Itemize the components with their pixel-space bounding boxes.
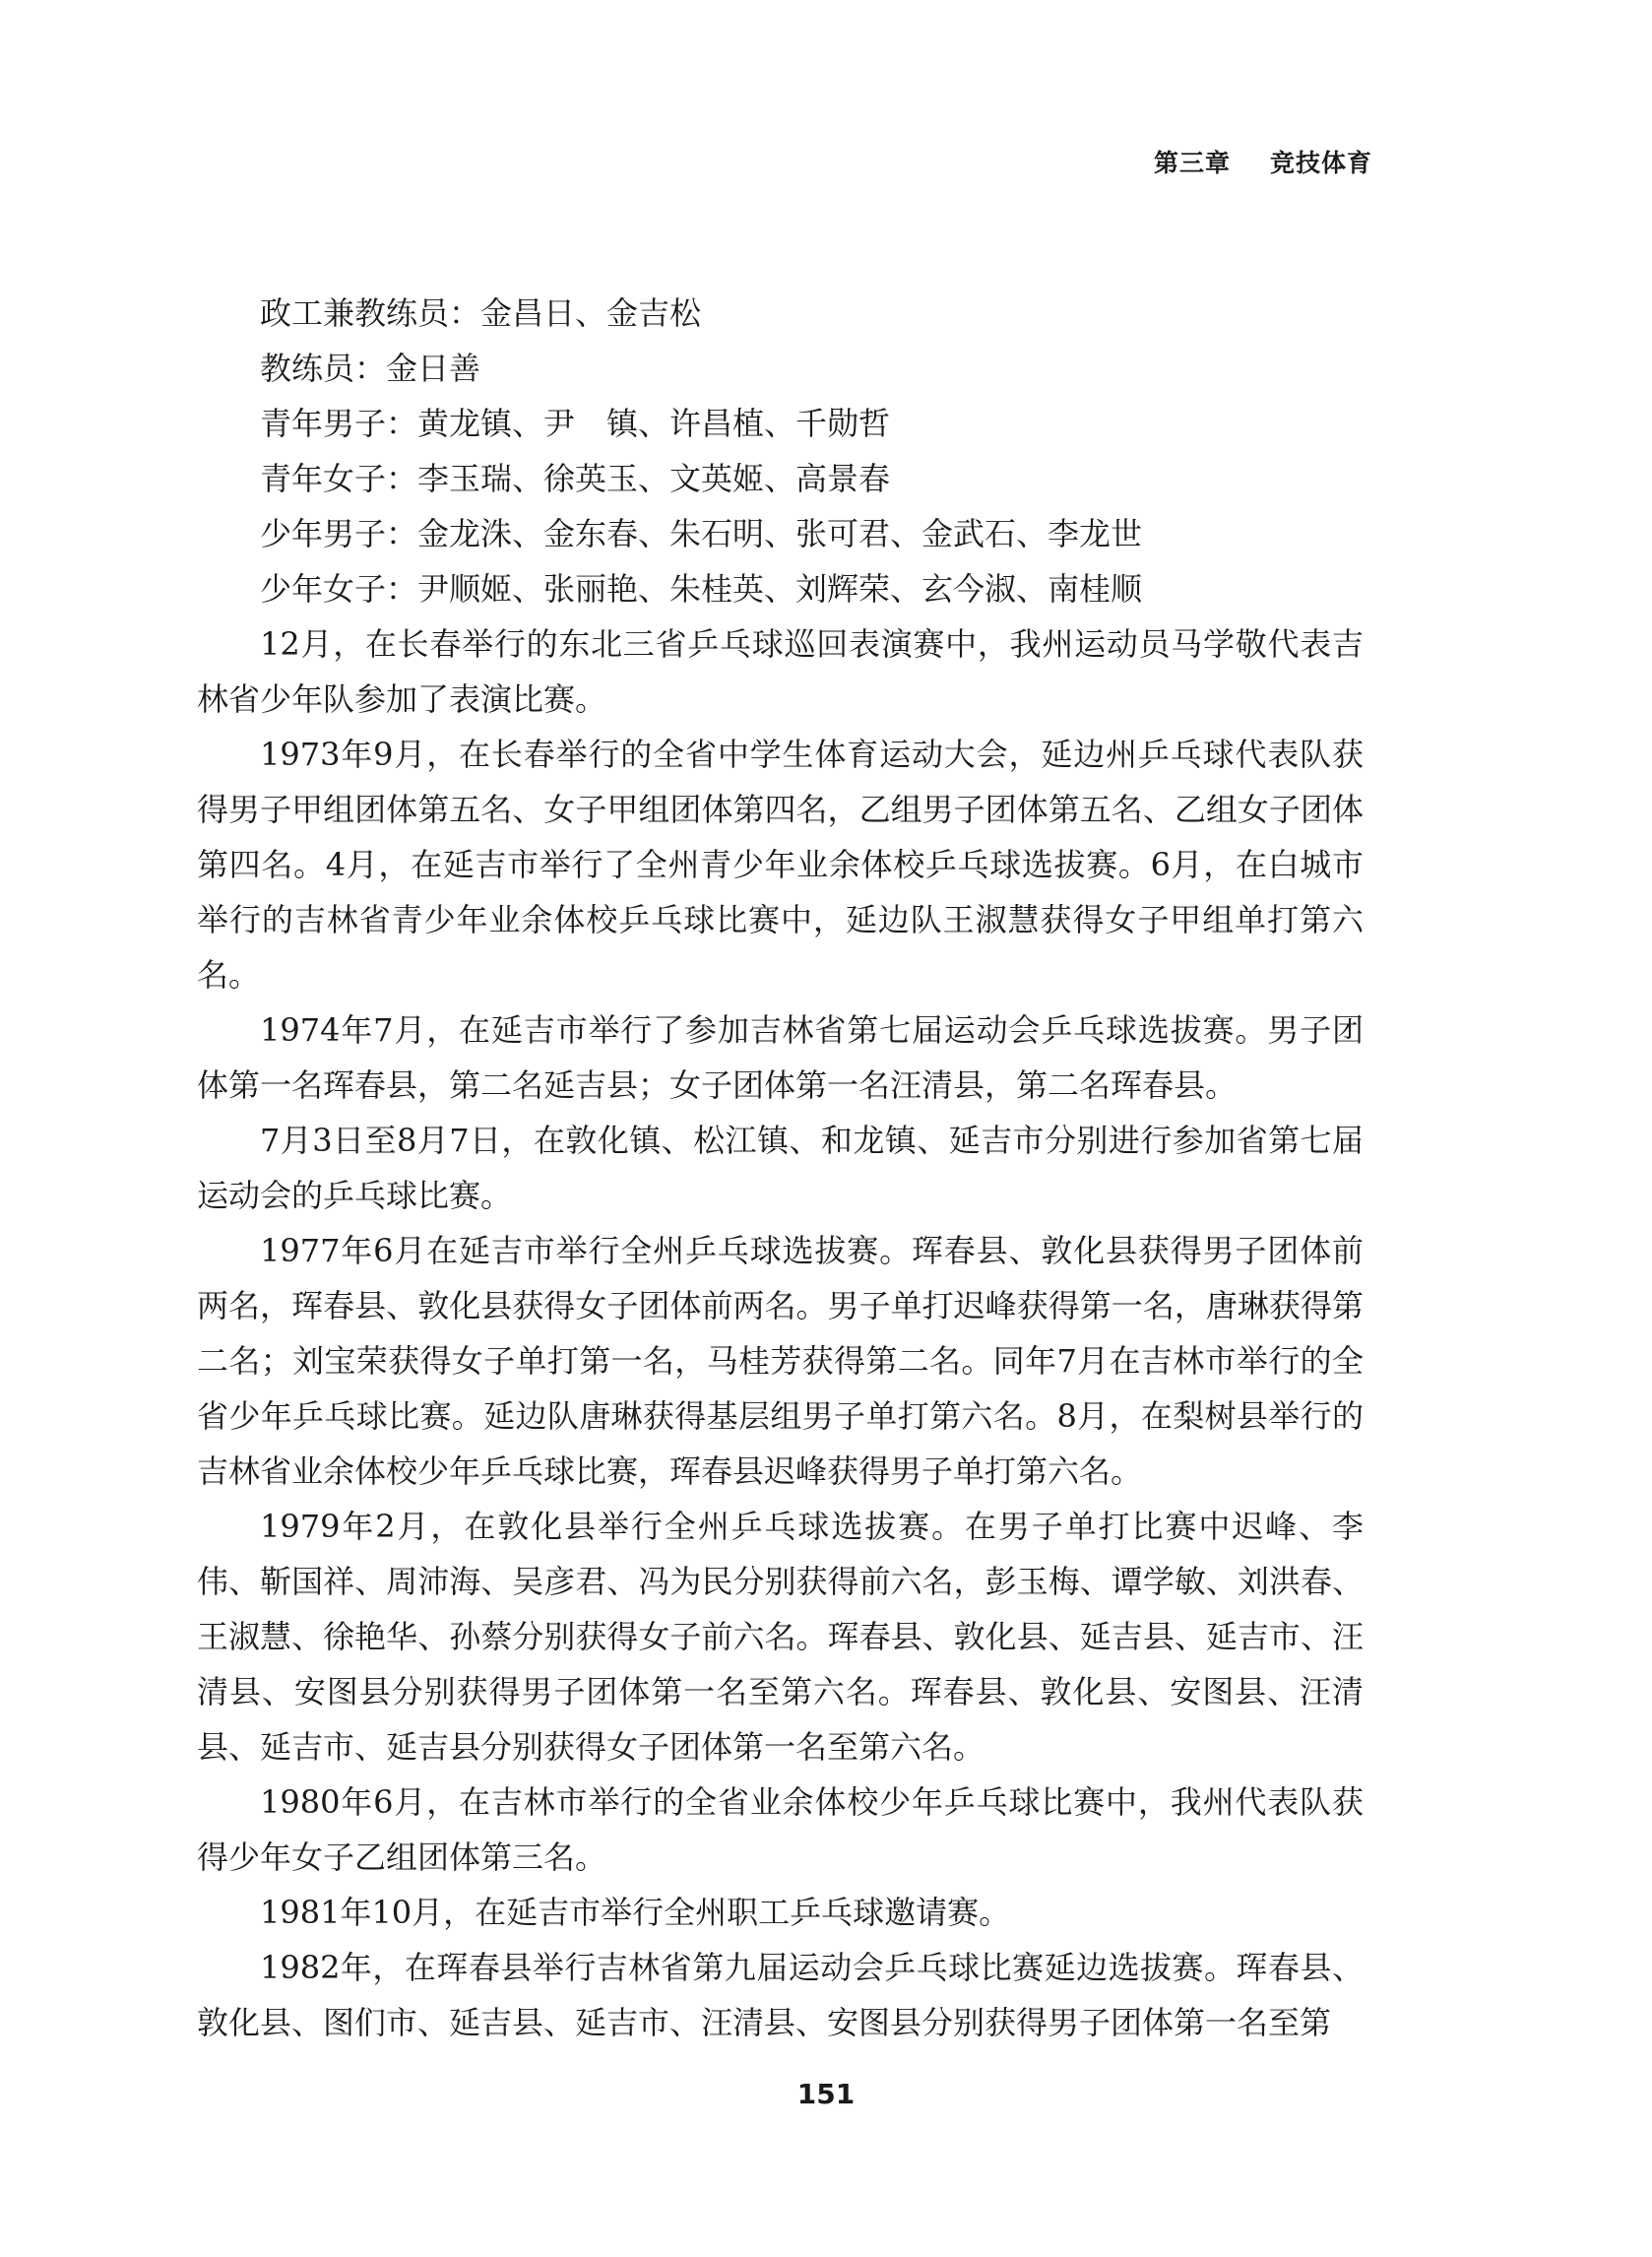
paragraph: 青年男子：黄龙镇、尹 镇、许昌植、千勋哲 — [260, 405, 891, 442]
paragraph: 教练员：金日善 — [260, 350, 481, 387]
paragraph: 12月，在长春举行的东北三省乒乓球巡回表演赛中，我州运动员马学敬代表吉林省少年队参加了表演比赛。 — [197, 625, 1364, 718]
page-number: 151 — [796, 2078, 856, 2110]
running-header — [1154, 144, 1372, 179]
paragraph: 1982年，在珲春县举行吉林省第九届运动会乒乓球比赛延边选拔赛。珲春县、敦化县、图们市、延吉县、延吉市、汪清县、安图县分别获得男子团体第一名至第 — [197, 1949, 1364, 2041]
section-title: 竞技体育 — [1269, 149, 1372, 177]
paragraph: 1977年6月在延吉市举行全州乒乓球选拔赛。珲春县、敦化县获得男子团体前两名，珲春县、敦化县获得女子团体前两名。男子单打迟峰获得第一名，唐琳获得第二名；刘宝荣获得女子单打第一名，马桂芳获得第二名。同年7月在吉林市举行的全省少年乒乓球比赛。延边队唐琳获得基层组男子单打第六名。8月，在梨树县举行的吉林省业余体校少年乒乓球比赛，珲春县迟峰获得男子单打第六名。 — [197, 1232, 1364, 1490]
paragraph: 1981年10月，在延吉市举行全州职工乒乓球邀请赛。 — [260, 1894, 1011, 1931]
paragraph: 1980年6月，在吉林市举行的全省业余体校少年乒乓球比赛中，我州代表队获得少年女子乙组团体第三名。 — [197, 1783, 1364, 1876]
body-text — [197, 286, 1364, 2050]
paragraph: 政工兼教练员：金昌日、金吉松 — [260, 294, 702, 332]
paragraph: 1973年9月，在长春举行的全省中学生体育运动大会，延边州乒乓球代表队获得男子甲组团体第五名、女子甲组团体第四名，乙组男子团体第五名、乙组女子团体第四名。4月，在延吉市举行了全州青少年业余体校乒乓球选拔赛。6月，在白城市举行的吉林省青少年业余体校乒乓球比赛中，延边队王淑慧获得女子甲组单打第六名。 — [197, 736, 1364, 994]
chapter-title: 第三章 — [1153, 149, 1231, 177]
paragraph: 青年女子：李玉瑞、徐英玉、文英姬、高景春 — [260, 460, 891, 497]
paragraph: 1974年7月，在延吉市举行了参加吉林省第七届运动会乒乓球选拔赛。男子团体第一名珲春县，第二名延吉县；女子团体第一名汪清县，第二名珲春县。 — [197, 1011, 1364, 1104]
paragraph: 7月3日至8月7日，在敦化镇、松江镇、和龙镇、延吉市分别进行参加省第七届运动会的乒乓球比赛。 — [197, 1122, 1364, 1214]
paragraph: 少年男子：金龙洙、金东春、朱石明、张可君、金武石、李龙世 — [260, 515, 1143, 552]
paragraph: 少年女子：尹顺姬、张丽艳、朱桂英、刘辉荣、玄今淑、南桂顺 — [260, 570, 1143, 608]
paragraph: 1979年2月，在敦化县举行全州乒乓球选拔赛。在男子单打比赛中迟峰、李伟、靳国祥、周沛海、吴彦君、冯为民分别获得前六名，彭玉梅、谭学敏、刘洪春、王淑慧、徐艳华、孙蔡分别获得女子前六名。珲春县、敦化县、延吉县、延吉市、汪清县、安图县分别获得男子团体第一名至第六名。珲春县、敦化县、安图县、汪清县、延吉市、延吉县分别获得女子团体第一名至第六名。 — [197, 1508, 1364, 1766]
